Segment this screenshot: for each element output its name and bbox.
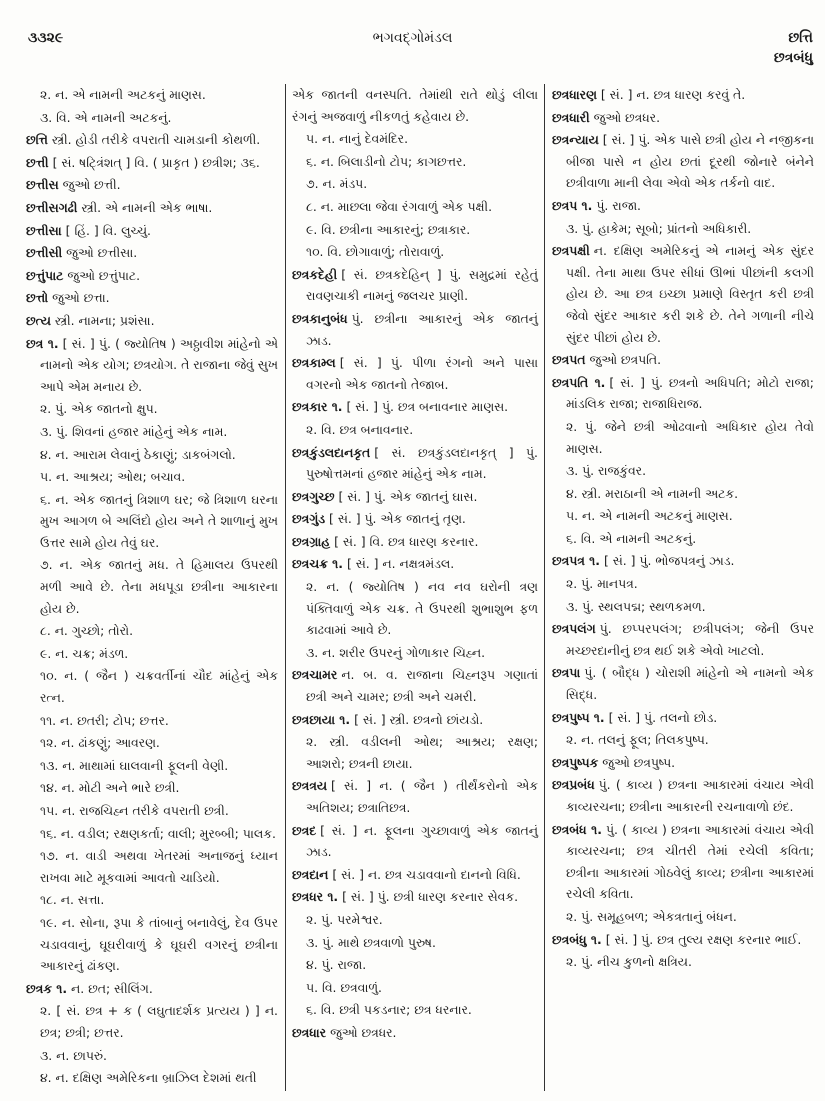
headword: છત્રકદેહી [292, 266, 338, 282]
dictionary-entry [26, 242, 278, 264]
headword: છત્તુંપાટ [26, 267, 64, 283]
continued-definition: એક જાતની વનસ્પતિ. તેમાંથી રાતે થોડું લીલા રંગનું અજવાળું નીકળતું કહેવાય છે. [292, 87, 538, 124]
definition-text: [ સં. ] પું. છત્ર બનાવનાર માણસ. [346, 399, 509, 415]
definition-text: પું. ( કાવ્ય ) છત્રના આકારમાં વંચાય એવી કાવ્યરચના; છત્રીના આકારની રચનાવાળો છંદ. [566, 777, 814, 814]
sense-definition [292, 419, 538, 441]
sense-definition [26, 107, 278, 129]
headword: છત્રદાન [292, 866, 329, 882]
dictionary-entry [292, 508, 538, 530]
sense-definition [292, 909, 538, 931]
page-number: ૩૩૨૯ [28, 30, 64, 46]
definition-text: પું. ( કાવ્ય ) છત્રના આકારમાં વંચાય એવી કાવ્યરચના; છત્ર ચીતરી તેમાં રચેલી કવિતા; છત્રીના આકારમાં ગોઠવેલું કાવ્ય; છત્રીના આકારમાં રચેલી કવિતા. [566, 821, 814, 902]
dictionary-entry [292, 264, 538, 307]
definition-text: પું. ( બૌદ્ધ ) ચોરાશી માંહેનો એ નામનો એક સિદ્ધ. [566, 665, 814, 703]
sense-definition [26, 466, 278, 488]
headword: છત્રકામ્લ [292, 355, 336, 371]
headword: છત્ર ૧. [26, 335, 59, 351]
definition-text: ૯. વિ. છત્રીના આકારનું; છત્રાકાર. [306, 221, 471, 237]
dictionary-entry [26, 174, 278, 196]
definition-text: ૧૬. ન. વડીલ; રક્ષણકર્તા; વાલી; મુરબ્બી; પાલક. [40, 825, 276, 841]
sense-definition [26, 84, 278, 106]
definition-text: જુઓ છત્તુંપાટ. [67, 267, 141, 283]
definition-text: [ સં. ] પું. છત્ર તુલ્ય રક્ષણ કરનાર ભાઈ. [605, 931, 802, 947]
headword: છત્રગુંડ [292, 511, 326, 527]
sense-definition [552, 483, 814, 505]
definition-text: ૩. વિ. એ નામની અટકનું. [40, 109, 172, 125]
definition-text: [ સં. ] પું. પીળા રંગનો અને પાસા વગરનો એક જાતનો તેજાબ. [306, 355, 538, 392]
definition-text: જુઓ છત્તી. [62, 177, 121, 193]
definition-text: [ સં. ] પું. તલનો છોડ. [608, 709, 718, 725]
dictionary-entry [26, 287, 278, 309]
sense-definition [552, 218, 814, 240]
definition-text: ૨. વિ. છત્ર બનાવનાર. [306, 421, 414, 437]
definition-text: ૭. ન. મંડપ. [306, 176, 368, 192]
definition-text: ૨. પું. માનપત્ર. [566, 576, 638, 592]
dictionary-entry [552, 107, 814, 129]
definition-text: [ સં. ] પું. છત્રનો અધિપતિ; મોટો રાજા; માંડલિક રાજા; રાજાધિરાજ. [566, 374, 814, 412]
sense-definition [26, 732, 278, 754]
definition-text: ૬. ન. એક જાતનું ત્રિશાળ ઘર; જે ત્રિશાળ ઘરના મુખ આગળ બે અલિંદો હોય અને તે શાળાનું મુખ ઉત્તર સામે હોય તેવું ઘર. [40, 491, 278, 550]
column-left [26, 84, 278, 1090]
sense-definition [26, 1067, 278, 1089]
headword: છત્રપત્ર ૧. [552, 553, 600, 569]
sense-definition [292, 977, 538, 999]
dictionary-entry [26, 129, 278, 151]
column-right [552, 84, 814, 974]
headword: છત્રપ્રબંધ [552, 777, 595, 793]
definition-text: [ સં. ] પું. એક જાતનું તૃણ. [329, 511, 466, 527]
sense-definition [552, 505, 814, 527]
definition-text: ૪. પું. રાજા. [306, 957, 367, 973]
headword: છત્રધારી [552, 109, 590, 125]
headword: છત્રકાનુબંધ [292, 310, 348, 326]
dictionary-entry [292, 886, 538, 908]
sense-definition [552, 906, 814, 928]
dictionary-entry [552, 240, 814, 348]
headword: છત્રછાયા ૧. [292, 711, 351, 727]
headword: છત્રપક્ષી [552, 243, 590, 259]
definition-text: ૧૦. વિ. છોગાવાળું; તોરાવાળું. [306, 244, 445, 260]
headword: છત્તિ [26, 132, 48, 148]
headword: છત્રદ [292, 822, 317, 838]
dictionary-entry [26, 265, 278, 287]
dictionary-entry [552, 774, 814, 817]
guide-word-first: છત્તિ [788, 30, 813, 46]
dictionary-entry [552, 550, 814, 572]
sense-definition [292, 241, 538, 263]
definition-text: ૧૮. ન. સત્તા. [40, 892, 105, 908]
sense-definition [292, 576, 538, 641]
sense-definition [26, 643, 278, 665]
headword: છત્રગ્રાહ [292, 533, 331, 549]
definition-text: ૨. સ્ત્રી. વડીલની ઓથ; આશ્રય; રક્ષણ; આશરો; છત્રની છાયા. [306, 734, 538, 771]
sense-definition [26, 665, 278, 708]
definition-text: ૨. પું. સમૂહબળ; એકત્રતાનું બંધન. [566, 908, 737, 924]
headword: છત્રબંધ ૧. [552, 821, 602, 837]
definition-text: [ સં. ] પું. ભોજપત્રનું ઝાડ. [603, 553, 735, 569]
sense-definition [26, 1045, 278, 1067]
definition-text: [ સં. ] ન. છત્ર ધારણ કરવું તે. [600, 87, 746, 102]
sense-definition [26, 1000, 278, 1043]
headword: છત્રન્યાય [552, 132, 599, 148]
definition-text: ૬. ન. બિલાડીનો ટોપ; કાગછત્તર. [306, 153, 467, 169]
dictionary-entry [26, 978, 278, 1000]
sense-definition [552, 573, 814, 595]
sense-definition [26, 554, 278, 619]
definition-text: જુઓ છત્રપુષ્પ. [602, 754, 676, 770]
definition-text: ૩. પું. રાજકુંવર. [566, 463, 647, 479]
definition-text: સ્ત્રી. નામના; પ્રશંસા. [54, 312, 155, 328]
sense-definition [26, 421, 278, 443]
definition-text: ૨. ન. એ નામની અટકનું માણસ. [40, 87, 206, 102]
definition-text: [ હિં. ] વિ. લુચ્ચું. [65, 222, 151, 238]
dictionary-entry [552, 929, 814, 951]
headword: છત્રપલંગ [552, 621, 596, 637]
headword: છત્રક ૧. [26, 980, 68, 996]
definition-text: ૩. પું. સ્થલપદ્મ; સ્થળકમળ. [566, 598, 706, 614]
dictionary-entry [552, 349, 814, 371]
sense-definition [292, 173, 538, 195]
dictionary-entry [292, 775, 538, 818]
definition-text: પું. છપ્પરપલંગ; છત્રીપલંગ; જેની ઉપર મચ્છરદાનીનું છત્ર થઈ શકે એવો ખાટલો. [566, 621, 814, 658]
definition-text: ૧૫. ન. રાજચિહ્ન તરીકે વપરાતી છત્રી. [40, 803, 229, 818]
definition-text: ૧૩. ન. માથામાં ઘાલવાની ફૂલની વેણી. [40, 757, 229, 773]
definition-text: ૮. ન. માછલા જેવા રંગવાળું એક પક્ષી. [306, 198, 493, 214]
dictionary-entry [552, 707, 814, 729]
definition-text: ૧૨. ન. ઢાંકણું; આવરણ. [40, 735, 160, 751]
definition-text: [ સં. ] સ્ત્રી. છત્રનો છાંયડો. [354, 711, 484, 727]
definition-text: ૨. ન. ( જ્યોતિષ ) નવ નવ ઘરોની ત્રણ પંક્તિવાળું એક ચક્ર. તે ઉપરથી શુભાશુભ ફળ કાઢવામાં આવે છે. [306, 579, 538, 638]
headword: છત્રપતિ ૧. [552, 374, 606, 390]
headword: છત્રધારણ [552, 87, 597, 102]
dictionary-entry [26, 152, 278, 174]
definition-text: ૫. ન. આશ્રય; ઓથ; બચાવ. [40, 469, 186, 485]
definition-text: ૧૪. ન. મોટી અને ભારે છત્રી. [40, 780, 180, 796]
definition-text: ૫. વિ. છત્રવાળું. [306, 979, 382, 995]
column-divider [544, 84, 545, 1091]
dictionary-entry [26, 220, 278, 242]
dictionary-entry [292, 1022, 538, 1044]
sense-definition [292, 731, 538, 774]
headword: છત્રચામર [292, 667, 338, 683]
sense-definition [552, 596, 814, 618]
headword: છત્રચક્ર ૧. [292, 556, 343, 572]
definition-text: જુઓ છત્રધર. [593, 109, 661, 125]
sense-definition [552, 951, 814, 973]
dictionary-entry [292, 664, 538, 707]
definition-text: પું. છત્રીના આકારનું એક જાતનું ઝાડ. [306, 310, 538, 348]
definition-text: ૨. ન. તલનું ફૂલ; તિલકપુષ્પ. [566, 732, 709, 748]
dictionary-entry [26, 333, 278, 398]
headword: છત્રધાર [292, 1024, 327, 1040]
dictionary-entry [292, 553, 538, 575]
headword: છત્રપુષ્પક [552, 754, 599, 770]
definition-text: ૧૦. ન. ( જૈન ) ચક્રવર્તીનાં ચૌદ માંહેનું એક રત્ન. [40, 668, 278, 706]
definition-text: ૨. પું. નીચ કુળનો ક્ષત્રિય. [566, 954, 692, 970]
dictionary-entry [292, 864, 538, 886]
dictionary-entry [552, 84, 814, 106]
definition-text: ન. બ. વ. રાજાના ચિહ્નરૂપ ગણાતાં છત્રી અને ચામર; છત્રી અને ચમરી. [306, 667, 538, 705]
dictionary-entry [292, 820, 538, 863]
dictionary-entry [292, 352, 538, 395]
definition-text: જુઓ છત્રપતિ. [589, 352, 662, 368]
definition-text: [ સં. ] ન. ( જૈન ) તીર્થંકરોનો એક અતિશય; છત્રાતિછત્ર. [306, 778, 538, 815]
guide-words [774, 28, 813, 68]
dictionary-entry [292, 396, 538, 418]
definition-text: ૧૭. ન. વાડી અથવા ખેતરમાં અનાજનું ધ્યાન રાખવા માટે મૂકવામાં આવતો ચાડિયો. [40, 848, 278, 885]
sense-definition [292, 151, 538, 173]
definition-text: ૨. [ સં. છત્ર + ક ( લઘુતાદર્શક પ્રત્યય ) ] ન. છત્ર; છત્રી; છત્તર. [40, 1003, 278, 1040]
dictionary-entry [552, 195, 814, 217]
dictionary-entry [292, 308, 538, 351]
dictionary-entry [292, 442, 538, 485]
definition-text: [ સં. ] પું. છત્રી ધારણ કરનાર સેવક. [342, 889, 519, 905]
headword: છત્તીસ [26, 177, 59, 193]
column-middle [292, 84, 538, 1045]
dictionary-entry [552, 618, 814, 661]
definition-text: જુઓ છત્તીસા. [66, 245, 138, 261]
headword: છત્તીસગઢી [26, 199, 78, 215]
definition-text: [ સં. છત્રકદેહિન્ ] પું. સમુદ્રમાં રહેતું રાવણચાકી નામનું જલચર પ્રાણી. [306, 266, 538, 304]
headword: છત્રગુચ્છ [292, 488, 335, 504]
headword: છત્તીસી [26, 245, 63, 261]
definition-text: ૩. ન. શરીર ઉપરનું ગોળાકાર ચિહ્ન. [306, 644, 486, 660]
dictionary-entry [26, 310, 278, 332]
sense-definition [26, 912, 278, 977]
guide-word-last: છત્રબંધુ [773, 50, 813, 66]
sense-definition [292, 128, 538, 150]
sense-definition [292, 954, 538, 976]
definition-text: [ સં. ] પું. ( જ્યોતિષ ) અઠ્ઠાવીશ માંહેનો એ નામનો એક યોગ; છત્રયોગ. તે રાજાના જેવું સુખ આપે એમ મનાય છે. [40, 335, 278, 394]
definition-text: ૧૧. ન. છતરી; ટોપ; છત્તર. [40, 712, 169, 728]
page-title: ભગવદ્ગોમંડલ [372, 30, 453, 46]
dictionary-entry [552, 752, 814, 774]
definition-text: ૯. ન. ચક્ર; મંડળ. [40, 645, 129, 661]
sense-definition [292, 196, 538, 218]
definition-text: ૧૯. ન. સોના, રૂપા કે તાંબાનું બનાવેલું, દેવ ઉપર ચડાવવાનું, ઘૂઘરીવાળું કે ઘૂઘરી વગરનું છત્રીના આકારનું ઢાંકણ. [40, 914, 278, 974]
definition-text: ૭. ન. એક જાતનું મધ. તે હિમાલય ઉપરથી મળી આવે છે. તેના મધપૂડા છત્રીના આકારના હોય છે. [40, 557, 278, 616]
sense-definition [26, 755, 278, 777]
definition-text: [ સં. ] ન. છત્ર ચડાવવાનો દાનનો વિધિ. [332, 866, 521, 882]
headword: છત્રપુષ્પ ૧. [552, 709, 605, 725]
headword: છત્ય [26, 312, 51, 328]
sense-definition [26, 845, 278, 888]
dictionary-entry [292, 486, 538, 508]
sense-definition [26, 398, 278, 420]
sense-definition [552, 729, 814, 751]
definition-text: ૬. વિ. એ નામની અટકનું. [566, 530, 697, 546]
definition-text: ૩. પું. હાકેમ; સૂબો; પ્રાંતનો અધિકારી. [566, 220, 752, 236]
definition-text: ૮. ન. ગુચ્છો; તોરો. [40, 623, 134, 639]
definition-text: ૩. પું. માથે છત્રવાળો પુરુષ. [306, 934, 436, 950]
sense-definition [26, 889, 278, 911]
definition-text: જુઓ છત્રધર. [330, 1024, 397, 1040]
definition-text: ન. છત; સીલિંગ. [71, 980, 153, 996]
definition-text: સ્ત્રી. હોડી તરીકે વપરાતી ચામડાની કોથળી. [51, 132, 261, 148]
definition-text: [ સં. ] પું. એક જાતનું ઘાસ. [338, 488, 478, 504]
headword: છત્રપત [552, 352, 586, 368]
definition-text: ૬. વિ. છત્રી પકડનાર; છત્ર ધરનાર. [306, 1002, 472, 1018]
sense-definition [552, 460, 814, 482]
definition-text: જુઓ છત્તા. [52, 290, 110, 306]
definition-text: [ સં. ] વિ. છત્ર ધારણ કરનાર. [334, 533, 479, 549]
dictionary-entry [552, 372, 814, 415]
dictionary-entry [552, 819, 814, 905]
definition-text: [ સં. ષટ્ત્રિંશત્ ] વિ. ( પ્રાકૃત ) છત્રીશ; ૩૬. [52, 154, 260, 170]
sense-definition [552, 416, 814, 459]
definition-text: [ સં. છત્રકુંડલદાનકૃત્ ] પું. પુરુષોત્તમનાં હજાર માંહેનું એક નામ. [306, 444, 538, 482]
definition-text: [ સં. ] ન. ફૂલના ગુચ્છાવાળું એક જાતનું ઝાડ. [306, 822, 538, 860]
sense-definition [292, 932, 538, 954]
headword: છત્રત્રય [292, 778, 327, 794]
headword: છત્રબંધુ ૧. [552, 931, 602, 947]
dictionary-entry [552, 129, 814, 194]
dictionary-entry [292, 531, 538, 553]
sense-definition [26, 777, 278, 799]
sense-definition [26, 823, 278, 845]
sense-definition [552, 528, 814, 550]
sense-definition [26, 710, 278, 732]
sense-definition [26, 800, 278, 822]
headword: છત્તી [26, 154, 49, 170]
headword: છત્રકાર ૧. [292, 399, 343, 415]
definition-text: [ સં. ] ન. નક્ષત્રમંડલ. [346, 556, 455, 572]
definition-text: ૪. ન. આરામ લેવાનું ઠેકાણું; ડાકબંગલો. [40, 446, 236, 462]
dictionary-entry [26, 197, 278, 219]
headword: છત્રપા [552, 665, 581, 681]
definition-text: ૪. સ્ત્રી. મરાઠાની એ નામની અટક. [566, 485, 739, 501]
dictionary-entry [552, 662, 814, 705]
headword: છત્તો [26, 290, 49, 306]
definition-text: ૨. પું. જેને છત્રી ઓઢવાનો અધિકાર હોય તેવો માણસ. [566, 418, 814, 456]
sense-definition [26, 489, 278, 554]
headword: છત્રપ ૧. [552, 197, 593, 213]
definition-text: ન. દક્ષિણ અમેરિકનું એ નામનું એક સુંદર પક્ષી. તેના માથા ઉપર સીધાં ઊભાં પીછાંની કલગી હોય છે. આ છત્ર ઇચ્છા પ્રમાણે વિસ્તૃત કરી છત્રી જેવો સુંદર આકાર કરી શકે છે. તેને ગળાની નીચે સુંદર પીછાં હોય છે. [566, 243, 814, 345]
definition-text: ૩. પું. શિવનાં હજાર માંહેનું એક નામ. [40, 423, 228, 439]
sense-definition [26, 620, 278, 642]
dictionary-entry [292, 709, 538, 731]
headword: છત્રધર ૧. [292, 889, 339, 905]
definition-text: ૨. પું. એક જાતનો ક્ષુપ. [40, 401, 158, 417]
definition-text: ૩. ન. છાપરું. [40, 1047, 107, 1063]
sense-definition [26, 444, 278, 466]
definition-text: પું. રાજા. [596, 197, 641, 213]
definition-text: સ્ત્રી. એ નામની એક ભાષા. [81, 199, 213, 215]
sense-definition [292, 642, 538, 664]
definition-text: ૪. ન. દક્ષિણ અમેરિકના બ્રાઝિલ દેશમાં થતી [40, 1070, 257, 1086]
headword: છત્તીસા [26, 222, 62, 238]
definition-text: [ સં. ] પું. એક પાસે છત્રી હોય ને નજીકના બીજા પાસે ન હોય છતાં દૂરથી જોનારે બંનેને છત્રીવાળા માની લેવા એવો એક તર્કનો વાદ. [566, 132, 814, 191]
sense-definition [292, 999, 538, 1021]
definition-text: ૨. પું. પરમેશ્વર. [306, 911, 383, 927]
definition-text: ૫. ન. એ નામની અટકનું માણસ. [566, 508, 733, 524]
headword: છત્રકુંડલદાનકૃત [292, 444, 371, 460]
column-divider [285, 84, 286, 1091]
definition-text: ૫. ન. નાનું દેવમંદિર. [306, 131, 409, 147]
sense-definition [292, 219, 538, 241]
